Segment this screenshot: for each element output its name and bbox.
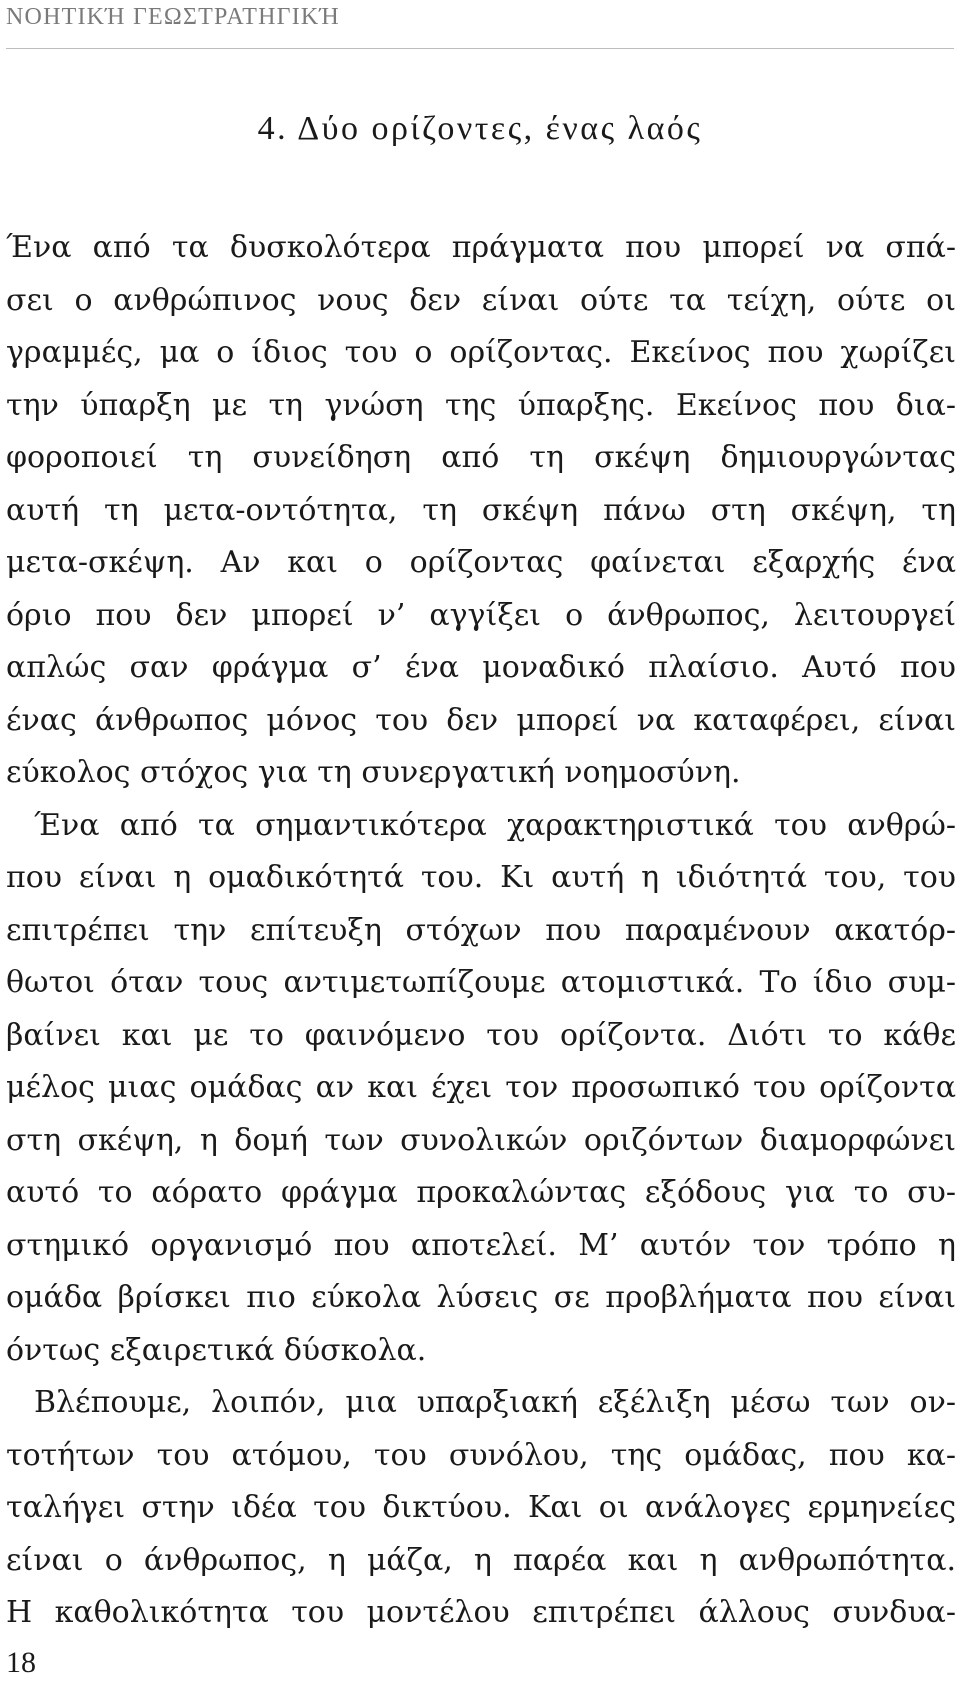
text-line: τοτήτων του ατόμου, του συνόλου, της ομάδας, που κα-	[6, 1437, 956, 1473]
page-number: 18	[6, 1646, 36, 1679]
text-line: Ένα από τα σημαντικότερα χαρακτηριστικά του ανθρώ-	[34, 807, 956, 843]
text-line: γραμμές, μα ο ίδιος του ο ορίζοντας. Εκείνος που χωρίζει	[6, 335, 956, 370]
text-line: ταλήγει στην ιδέα του δικτύου. Και οι ανάλογες ερμηνείες	[6, 1490, 956, 1525]
text-line: Βλέπουμε, λοιπόν, μια υπαρξιακή εξέλιξη μέσω των ον-	[34, 1385, 956, 1420]
text-line: θωτοι όταν τους αντιμετωπίζουμε ατομιστικά. Το ίδιο συμ-	[6, 965, 956, 1000]
text-line: στημικό οργανισμό που αποτελεί. Μ’ αυτόν τον τρόπο η	[6, 1227, 956, 1263]
text-line: βαίνει και με το φαινόμενο του ορίζοντα. Διότι το κάθε	[6, 1017, 956, 1053]
text-line: ένας άνθρωπος μόνος του δεν μπορεί να καταφέρει, είναι	[6, 702, 956, 738]
text-line: στη σκέψη, η δομή των συνολικών οριζόντων διαμορφώνει	[6, 1122, 956, 1158]
text-line: επιτρέπει την επίτευξη στόχων που παραμένουν ακατόρ-	[6, 912, 956, 948]
text-line: απλώς σαν φράγμα σ’ ένα μοναδικό πλαίσιο. Αυτό που	[6, 650, 956, 685]
text-line: αυτή τη μετα-οντότητα, τη σκέψη πάνω στη σκέψη, τη	[6, 492, 956, 528]
text-line: αυτό το αόρατο φράγμα προκαλώντας εξόδους για το συ-	[6, 1175, 956, 1210]
header-divider	[6, 48, 954, 49]
text-line: ομάδα βρίσκει πιο εύκολα λύσεις σε προβλήματα που είναι	[6, 1280, 956, 1315]
text-line: που είναι η ομαδικότητά του. Κι αυτή η ιδιότητά του, του	[6, 860, 956, 895]
text-line: εύκολος στόχος για τη συνεργατική νοημοσύνη.	[6, 755, 741, 790]
text-line: Η καθολικότητα του μοντέλου επιτρέπει άλλους συνδυα-	[6, 1595, 956, 1630]
text-line: όντως εξαιρετικά δύσκολα.	[6, 1332, 427, 1368]
text-line: φοροποιεί τη συνείδηση από τη σκέψη δημιουργώντας	[6, 440, 956, 475]
text-line: μέλος μιας ομάδας αν και έχει τον προσωπικό του ορίζοντα	[6, 1070, 956, 1105]
running-header: ΝΟΗΤΙΚΉ ΓΕΩΣΤΡΑΤΗΓΙΚΉ	[6, 4, 341, 30]
text-line: την ύπαρξη με τη γνώση της ύπαρξης. Εκείνος που δια-	[6, 387, 956, 423]
chapter-title: 4. Δύο ορίζοντες, ένας λαός	[257, 110, 703, 147]
text-line: όριο που δεν μπορεί ν’ αγγίξει ο άνθρωπος, λειτουργεί	[6, 597, 956, 633]
text-line: μετα-σκέψη. Αν και ο ορίζοντας φαίνεται εξαρχής ένα	[6, 545, 956, 580]
text-line: είναι ο άνθρωπος, η μάζα, η παρέα και η ανθρωπότητα.	[6, 1542, 956, 1578]
body-text	[6, 222, 956, 1640]
text-line: σει ο ανθρώπινος νους δεν είναι ούτε τα τείχη, ούτε οι	[6, 282, 956, 318]
text-line: Ένα από τα δυσκολότερα πράγματα που μπορεί να σπά-	[6, 230, 956, 265]
